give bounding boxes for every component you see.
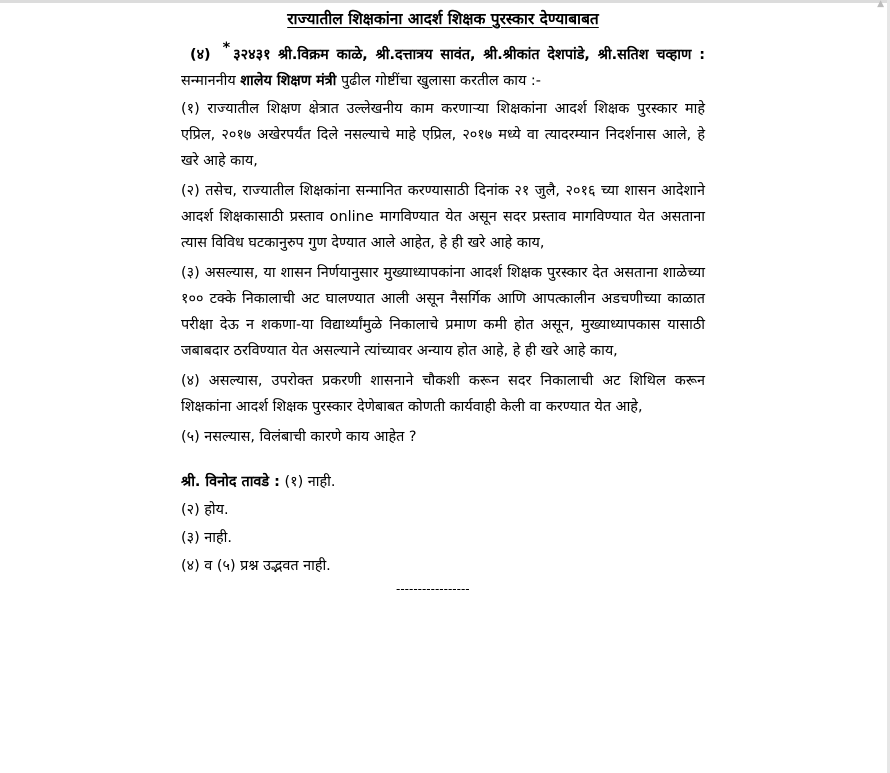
question-part-2: (२) तसेच, राज्यातील शिक्षकांना सन्मानित करण्यासाठी दिनांक २१ जुलै, २०१६ च्या शासन आदेशाने आदर्श शिक्षकासाठी प्रस्ताव online मागविण्यात येत असून सदर प्रस्ताव मागविण्यात येत असताना त्यास विविध घटकानुरुप गुण देण्यात आले आहेत, हे ही खरे आहे काय, <box>181 183 705 251</box>
question-serial: (४) <box>190 47 211 63</box>
answer-text-1: (१) नाही. <box>284 474 336 490</box>
starred-marker: * <box>222 40 231 56</box>
end-separator: ----------------- <box>396 582 470 596</box>
answer-line-3: (३) नाही. <box>181 530 232 546</box>
document-title-text: राज्यातील शिक्षकांना आदर्श शिक्षक पुरस्कार देण्याबाबत <box>287 10 599 28</box>
document-title <box>181 8 705 30</box>
answer-line-4: (४) व (५) प्रश्न उद्भवत नाही. <box>181 558 331 574</box>
question-part-3: (३) असल्यास, या शासन निर्णयानुसार मुख्याध्यापकांना आदर्श शिक्षक पुरस्कार देत असताना शाळेच्या १०० टक्के निकालाची अट घालण्यात आली असून नैसर्गिक आणि आपत्कालीन अडचणीच्या काळात परीक्षा देऊ न शकणा-या विद्यार्थ्यांमुळे निकालाचे प्रमाण कमी होत असून, मुख्याध्यापकास यासाठी जबाबदार ठरविण्यात येत असल्याने त्यांच्यावर अन्याय होत आहे, हे ही खरे आहे काय, <box>181 265 705 359</box>
answer-minister-name: श्री. विनोद तावडे : <box>181 474 280 490</box>
question-part-1: (१) राज्यातील शिक्षण क्षेत्रात उल्लेखनीय काम करणाऱ्या शिक्षकांना आदर्श शिक्षक पुरस्कार माहे एप्रिल, २०१७ अखेरपर्यंत दिले नसल्याचे माहे एप्रिल, २०१७ मध्ये वा त्यादरम्यान निदर्शनास आले, हे खरे आहे काय, <box>181 101 705 169</box>
question-part-5: (५) नसल्यास, विलंबाची कारणे काय आहेत ? <box>181 429 417 445</box>
addressee-prefix: सन्माननीय <box>181 73 236 89</box>
answer-line-1 <box>181 468 705 496</box>
viewer-top-edge <box>0 0 890 3</box>
document-page <box>181 8 705 596</box>
question-number: ३२४३१ <box>233 47 271 63</box>
question-part-4: (४) असल्यास, उपरोक्त प्रकरणी शासनाने चौकशी करून सदर निकालाची अट शिथिल करून शिक्षकांना आदर्श शिक्षक पुरस्कार देणेबाबत कोणती कार्यवाही केली वा करण्यात येत आहे, <box>181 373 705 415</box>
section-gap <box>181 454 705 468</box>
page-corner-marker: ▲ <box>877 0 884 9</box>
minister-title: शालेय शिक्षण मंत्री <box>240 73 337 89</box>
question-members: श्री.विक्रम काळे, श्री.दत्तात्रय सावंत, श्री.श्रीकांत देशपांडे, श्री.सतिश चव्हाण : <box>277 47 705 63</box>
answer-line-2: (२) होय. <box>181 502 229 518</box>
addressee-suffix: पुढील गोष्टींचा खुलासा करतील काय :- <box>341 73 541 89</box>
question-header <box>181 42 705 94</box>
